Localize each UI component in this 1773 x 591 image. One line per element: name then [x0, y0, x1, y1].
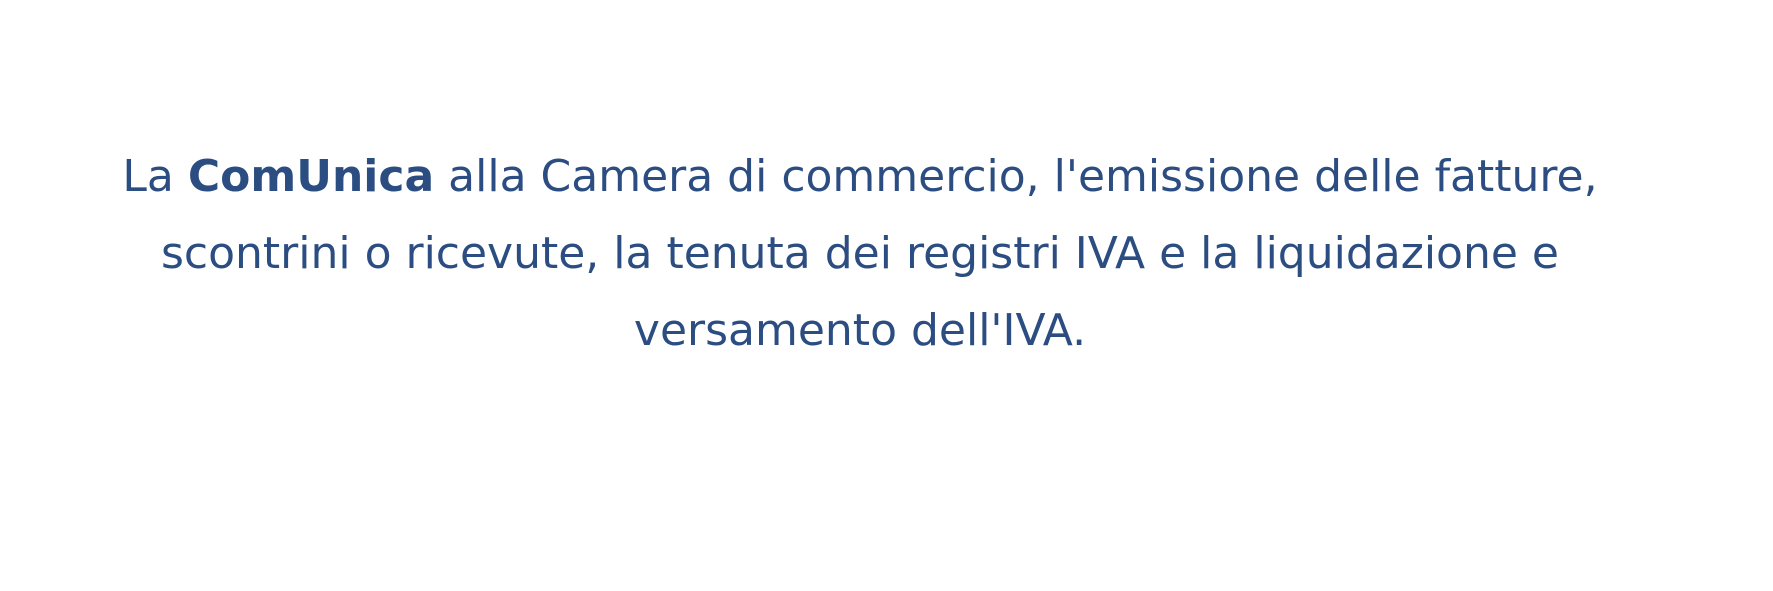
- paragraph: [110, 138, 1610, 369]
- paragraph-prefix: La: [122, 151, 174, 202]
- paragraph-bold-term: ComUnica: [187, 151, 435, 202]
- main-text-block: [110, 138, 1610, 369]
- paragraph-rest: alla Camera di commercio, l'emissione delle fatture, scontrini o ricevute, la tenuta dei registri IVA e la liquidazione e versamento dell'IVA.: [160, 151, 1598, 356]
